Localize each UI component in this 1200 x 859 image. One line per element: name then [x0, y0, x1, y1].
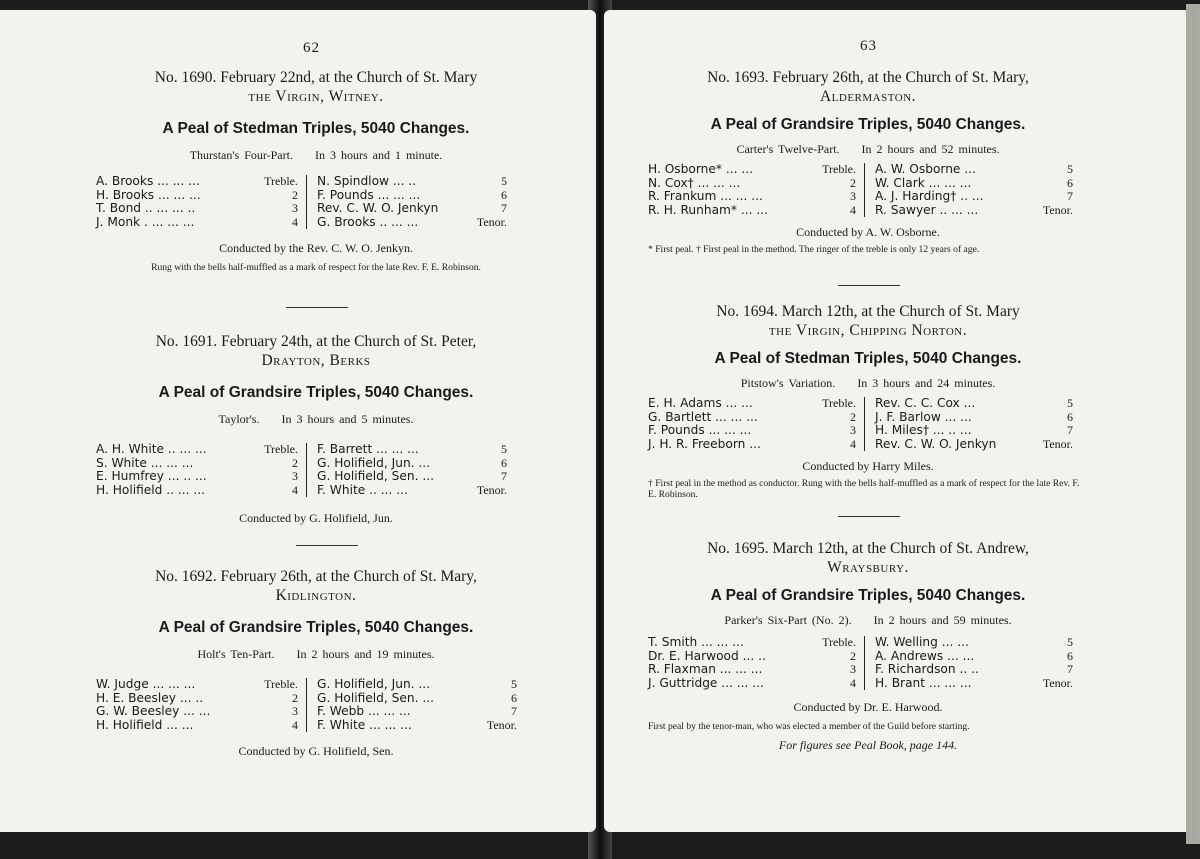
ringers-table	[96, 175, 536, 229]
ringer-row	[317, 678, 517, 692]
ringer-name: H. Holifield	[96, 717, 163, 732]
page-number: 63	[860, 38, 877, 54]
bell-number: Treble.	[264, 677, 298, 691]
ringers-right-column	[306, 678, 517, 732]
ringer-name: G. Holifield, Sen.	[317, 469, 419, 483]
bell-number: 5	[501, 442, 507, 456]
bell-number: 3	[292, 704, 298, 718]
ringer-row	[875, 177, 1073, 191]
leader-dots: ... ...	[943, 648, 975, 663]
ringer-name: G. Holifield, Jun.	[317, 677, 415, 691]
ringer-row	[648, 204, 856, 218]
bell-number: 6	[1067, 175, 1073, 190]
ringer-name: G. Holifield, Sen.	[317, 690, 419, 705]
peal-entry	[648, 302, 1088, 500]
ringer-name: G. Bartlett	[648, 409, 712, 424]
ringer-name: E. H. Adams	[648, 396, 722, 410]
bell-number: 2	[850, 648, 856, 663]
bell-number: 2	[292, 690, 298, 705]
ringer-row	[317, 470, 507, 484]
ringer-name: J. H. R. Freeborn	[648, 436, 746, 451]
ringer-row	[875, 650, 1073, 664]
ringer-row	[317, 216, 507, 230]
ringer-row	[96, 678, 298, 692]
peal-entry	[96, 68, 536, 273]
leader-dots: .. ... ... ..	[141, 201, 196, 215]
ringer-row	[96, 484, 298, 498]
bell-number: Tenor.	[1042, 202, 1073, 217]
ringer-row	[875, 677, 1073, 691]
figures-reference: For figures see Peal Book, page 144.	[778, 738, 958, 752]
leader-dots: ... ... ...	[711, 409, 758, 424]
ringer-name: H. Osborne*	[648, 162, 722, 176]
ringer-row	[96, 705, 298, 719]
ringer-row	[875, 663, 1073, 677]
ringer-name: A. J. Harding†	[875, 189, 957, 203]
bell-number: 6	[1067, 648, 1073, 663]
peal-subtitle	[648, 376, 1088, 391]
ringer-row	[96, 202, 298, 216]
leader-dots: ... ... ...	[716, 189, 763, 203]
section-divider	[838, 516, 900, 517]
ringer-name: H. Brant	[875, 675, 926, 690]
bell-number: 5	[1067, 396, 1073, 410]
ringer-row	[317, 705, 517, 719]
ringer-name: A. Brooks	[96, 174, 154, 188]
ringer-row	[96, 443, 298, 457]
composition: Thurstan's Four-Part.	[189, 148, 293, 162]
ringer-row	[317, 457, 507, 471]
leader-dots: ... ... ...	[925, 675, 972, 690]
ringer-row	[317, 189, 507, 203]
ringer-name: Rev. C. C. Cox	[875, 396, 960, 410]
composition: Parker's Six-Part (No. 2).	[724, 613, 852, 627]
leader-dots: ... ... ...	[717, 675, 764, 690]
ringers-table	[96, 678, 536, 732]
peal-heading-line: No. 1693. February 26th, at the Church of St. Mary,	[707, 69, 1029, 86]
leader-dots: ... ...	[737, 202, 769, 217]
ringer-name: A. Andrews	[875, 648, 944, 663]
ringer-name: W. Clark	[875, 175, 925, 190]
leader-dots: ... ...	[940, 409, 972, 424]
conductor-line: Conducted by A. W. Osborne.	[796, 225, 940, 239]
leader-dots: .. ..	[955, 662, 979, 676]
bell-number: 3	[292, 201, 298, 215]
leader-dots: ... ... ...	[693, 175, 741, 190]
peal-subtitle	[96, 412, 536, 427]
bell-number: 7	[501, 469, 507, 483]
ringer-name: H. Brooks	[96, 187, 155, 202]
peal-entry	[648, 539, 1088, 753]
ringer-name: F. Webb	[317, 704, 365, 718]
ringer-row	[317, 692, 517, 706]
leader-dots: .. ... ...	[164, 442, 207, 456]
ringers-table	[648, 163, 1088, 217]
ringer-name: J. Guttridge	[648, 675, 718, 690]
ringer-name: W. Welling	[875, 635, 938, 649]
leader-dots: ... ... ...	[146, 455, 194, 470]
peal-entry	[96, 567, 536, 759]
peal-subtitle	[96, 647, 536, 662]
section-divider	[286, 307, 348, 308]
leader-dots: .. ... ...	[375, 214, 419, 229]
right-page	[604, 10, 1186, 832]
bell-number: Treble.	[264, 174, 298, 188]
ringers-left-column	[648, 163, 864, 217]
duration: In 3 hours and 5 minutes.	[281, 412, 414, 426]
duration: In 3 hours and 24 minutes.	[857, 376, 996, 390]
leader-dots: ...	[418, 690, 434, 705]
ringer-name: F. White	[317, 482, 366, 497]
ringer-row	[875, 190, 1073, 204]
ringer-name: J. F. Barlow	[875, 409, 941, 424]
peal-title: A Peal of Grandsire Triples, 5040 Changes.	[158, 384, 474, 401]
ringer-row	[96, 189, 298, 203]
leader-dots: ... ..	[738, 648, 766, 663]
ringer-name: F. Pounds	[317, 187, 374, 202]
bell-number: Tenor.	[486, 717, 517, 732]
bell-number: 4	[292, 482, 298, 497]
peal-heading-line: No. 1690. February 22nd, at the Church of St. Mary	[154, 69, 478, 86]
bell-number: 6	[501, 187, 507, 202]
ringer-name: N. Spindlow	[317, 174, 389, 188]
ringer-row	[875, 438, 1073, 452]
peal-subtitle	[96, 148, 536, 163]
leader-dots: ...	[418, 469, 434, 483]
leader-dots: ... ... ...	[372, 442, 419, 456]
ringer-row	[875, 397, 1073, 411]
peal-heading-line: No. 1692. February 26th, at the Church of St. Mary,	[155, 568, 477, 585]
bell-number: Treble.	[822, 396, 856, 410]
leader-dots: ... ..	[175, 690, 204, 705]
ringer-name: G. Holifield, Jun.	[317, 455, 415, 470]
peal-title: A Peal of Grandsire Triples, 5040 Changes.	[710, 116, 1026, 133]
leader-dots: ... ... ...	[715, 662, 763, 676]
bell-number: 4	[292, 214, 298, 229]
leader-dots: .. ... ...	[935, 202, 979, 217]
leader-dots: ... ... ...	[148, 677, 196, 691]
leader-dots: ...	[745, 436, 761, 451]
leader-dots: ... .. ...	[163, 469, 207, 483]
bell-number: 2	[850, 409, 856, 424]
bell-number: 4	[850, 675, 856, 690]
duration: In 2 hours and 19 minutes.	[296, 647, 435, 661]
ringer-name: F. Barrett	[317, 442, 373, 456]
ringer-row	[317, 202, 507, 216]
ringers-left-column	[648, 636, 864, 690]
ringer-row	[875, 411, 1073, 425]
leader-dots: ... ...	[179, 704, 211, 718]
conductor-line: Conducted by G. Holifield, Jun.	[239, 511, 393, 525]
bell-number: 3	[292, 469, 298, 483]
ringer-name: J. Monk	[96, 214, 141, 229]
ringer-name: G. Brooks	[317, 214, 376, 229]
ringer-name: H. E. Beesley	[96, 690, 176, 705]
ringer-name: R. Sawyer	[875, 202, 936, 217]
bell-number: 3	[850, 662, 856, 676]
bell-number: 4	[292, 717, 298, 732]
ringer-name: F. Pounds	[648, 423, 705, 437]
section-divider	[838, 285, 900, 286]
peal-footnote: * First peal. † First peal in the method. The ringer of the treble is only 12 years of age.	[648, 244, 980, 255]
bell-number: 2	[292, 187, 298, 202]
peal-heading-line: the Virgin, Chipping Norton.	[768, 322, 968, 339]
leader-dots: ...	[414, 455, 431, 470]
leader-dots: . ... ... ...	[140, 214, 195, 229]
leader-dots: ... ..	[389, 174, 417, 188]
bell-number: 4	[850, 202, 856, 217]
ringers-left-column	[96, 443, 306, 497]
leader-dots: ...	[960, 162, 976, 176]
peal-footnote: † First peal in the method as conductor. Rung with the bells half-muffled as a mark of respect for the late Rev. F. E. Robinson.	[648, 478, 1080, 500]
ringer-row	[875, 204, 1073, 218]
bell-number: 3	[850, 423, 856, 437]
ringers-table	[648, 636, 1088, 690]
bell-number: 7	[511, 704, 517, 718]
bell-number: 6	[1067, 409, 1073, 424]
ringers-right-column	[864, 397, 1073, 451]
leader-dots: ... ... ...	[154, 187, 201, 202]
bell-number: Tenor.	[1042, 675, 1073, 690]
bell-number: Tenor.	[476, 482, 507, 497]
ringer-row	[648, 677, 856, 691]
composition: Carter's Twelve-Part.	[736, 142, 840, 156]
ringers-right-column	[864, 636, 1073, 690]
peal-title: A Peal of Stedman Triples, 5040 Changes.	[714, 350, 1022, 367]
ringers-table	[96, 443, 536, 497]
ringer-row	[317, 484, 507, 498]
ringer-row	[648, 190, 856, 204]
ringer-row	[648, 650, 856, 664]
ringer-row	[96, 216, 298, 230]
ringer-name: G. W. Beesley	[96, 704, 180, 718]
left-page	[0, 10, 596, 832]
ringers-right-column	[864, 163, 1073, 217]
bell-number: 7	[501, 201, 507, 215]
peal-entry	[648, 68, 1088, 255]
leader-dots: ... ...	[721, 396, 753, 410]
leader-dots: ...	[959, 396, 976, 410]
peal-heading-line: Kidlington.	[275, 587, 357, 604]
duration: In 2 hours and 59 minutes.	[873, 613, 1012, 627]
ringer-row	[875, 424, 1073, 438]
ringers-right-column	[306, 175, 507, 229]
bell-number: 7	[1067, 662, 1073, 676]
peal-heading-line: Aldermaston.	[819, 88, 917, 105]
ringer-name: A. W. Osborne	[875, 162, 961, 176]
peal-footnote: First peal by the tenor-man, who was elected a member of the Guild before starting.	[648, 721, 970, 732]
ringer-row	[648, 177, 856, 191]
ringer-row	[648, 438, 856, 452]
duration: In 2 hours and 52 minutes.	[861, 142, 1000, 156]
bell-number: 6	[511, 690, 517, 705]
leader-dots: .. ... ...	[365, 482, 408, 497]
peal-heading-line: No. 1694. March 12th, at the Church of St. Mary	[716, 303, 1020, 320]
ringer-row	[648, 397, 856, 411]
ringer-row	[875, 636, 1073, 650]
peal-heading	[96, 332, 536, 370]
bell-number: Treble.	[264, 442, 298, 456]
ringer-name: A. H. White	[96, 442, 165, 456]
bell-number: Treble.	[822, 162, 856, 176]
leader-dots: ... ... ...	[153, 174, 200, 188]
composition: Holt's Ten-Part.	[197, 647, 275, 661]
bell-number: Tenor.	[476, 214, 507, 229]
ringer-name: F. White	[317, 717, 366, 732]
peal-heading-line: No. 1691. February 24th, at the Church of St. Peter,	[155, 333, 477, 350]
ringer-name: N. Cox†	[648, 175, 694, 190]
ringer-name: T. Smith	[648, 635, 698, 649]
ringer-name: T. Bond	[96, 201, 142, 215]
peal-heading	[648, 68, 1088, 106]
peal-title: A Peal of Stedman Triples, 5040 Changes.	[162, 120, 470, 137]
peal-heading-line: No. 1695. March 12th, at the Church of St. Andrew,	[707, 540, 1029, 557]
peal-title: A Peal of Grandsire Triples, 5040 Changes.	[158, 619, 474, 636]
peal-title: A Peal of Grandsire Triples, 5040 Changes.	[710, 587, 1026, 604]
ringer-name: H. Miles†	[875, 423, 929, 437]
conductor-line: Conducted by the Rev. C. W. O. Jenkyn.	[219, 241, 413, 255]
ringer-name: Dr. E. Harwood	[648, 648, 739, 663]
bell-number: 7	[1067, 189, 1073, 203]
section-divider	[296, 545, 358, 546]
ringer-row	[96, 719, 298, 733]
peal-heading	[96, 68, 536, 106]
peal-heading-line: the Virgin, Witney.	[248, 88, 384, 105]
page-number: 62	[303, 40, 320, 56]
bell-number: 3	[850, 189, 856, 203]
bell-number: 5	[501, 174, 507, 188]
leader-dots: ... ...	[937, 635, 969, 649]
peal-heading-line: Drayton, Berks	[261, 352, 371, 369]
ringers-table	[648, 397, 1088, 451]
leader-dots: ... ... ...	[364, 704, 411, 718]
ringer-row	[317, 719, 517, 733]
ringer-name: S. White	[96, 455, 147, 470]
bell-number: 5	[1067, 162, 1073, 176]
bell-number: Tenor.	[1042, 436, 1073, 451]
leader-dots: ... .. ...	[928, 423, 972, 437]
peal-entry	[96, 332, 536, 526]
ringer-row	[648, 424, 856, 438]
bell-number: 5	[1067, 635, 1073, 649]
page-edges	[1186, 4, 1200, 844]
peal-heading-line: Wraysbury.	[827, 559, 909, 576]
leader-dots: ... ... ...	[365, 717, 412, 732]
peal-heading	[648, 539, 1088, 577]
leader-dots: ... ... ...	[924, 175, 972, 190]
peal-footnote: Rung with the bells half-muffled as a mark of respect for the late Rev. F. E. Robinson.	[151, 262, 481, 273]
conductor-line: Conducted by Harry Miles.	[802, 459, 934, 473]
ringer-name: H. Holifield	[96, 482, 163, 497]
ringer-name: W. Judge	[96, 677, 149, 691]
conductor-line: Conducted by Dr. E. Harwood.	[793, 700, 943, 714]
ringer-row	[648, 163, 856, 177]
ringer-row	[96, 175, 298, 189]
bell-number: 2	[850, 175, 856, 190]
ringer-row	[648, 636, 856, 650]
bell-number: 2	[292, 455, 298, 470]
ringer-name: F. Richardson	[875, 662, 956, 676]
composition: Pitstow's Variation.	[740, 376, 836, 390]
composition: Taylor's.	[218, 412, 260, 426]
ringer-name: R. H. Runham*	[648, 202, 738, 217]
ringer-name: R. Frankum	[648, 189, 717, 203]
ringer-name: E. Humfrey	[96, 469, 164, 483]
bell-number: 7	[1067, 423, 1073, 437]
ringer-row	[875, 163, 1073, 177]
leader-dots: ... ...	[162, 717, 194, 732]
conductor-line: Conducted by G. Holifield, Sen.	[238, 744, 394, 758]
bell-number: 4	[850, 436, 856, 451]
ringer-name: R. Flaxman	[648, 662, 716, 676]
bell-number: 6	[501, 455, 507, 470]
peal-subtitle	[648, 613, 1088, 628]
peal-subtitle	[648, 142, 1088, 157]
ringers-left-column	[96, 678, 306, 732]
ringers-left-column	[648, 397, 864, 451]
ringer-row	[317, 443, 507, 457]
leader-dots: ... ... ...	[704, 423, 752, 437]
ringer-row	[317, 175, 507, 189]
bell-number: 5	[511, 677, 517, 691]
ringer-name: Rev. C. W. O. Jenkyn	[875, 436, 997, 451]
peal-heading	[648, 302, 1088, 340]
leader-dots: .. ... ...	[162, 482, 206, 497]
peal-heading	[96, 567, 536, 605]
leader-dots: ... ... ...	[697, 635, 744, 649]
ringer-row	[648, 411, 856, 425]
ringer-row	[648, 663, 856, 677]
ringers-right-column	[306, 443, 507, 497]
bell-number: Treble.	[822, 635, 856, 649]
leader-dots: ... ...	[721, 162, 753, 176]
ringer-row	[96, 470, 298, 484]
leader-dots: ...	[414, 677, 431, 691]
ringer-row	[96, 457, 298, 471]
leader-dots: ... ... ...	[373, 187, 421, 202]
ringers-left-column	[96, 175, 306, 229]
duration: In 3 hours and 1 minute.	[314, 148, 443, 162]
leader-dots: .. ...	[956, 189, 984, 203]
ringer-row	[96, 692, 298, 706]
ringer-name: Rev. C. W. O. Jenkyn	[317, 201, 439, 215]
